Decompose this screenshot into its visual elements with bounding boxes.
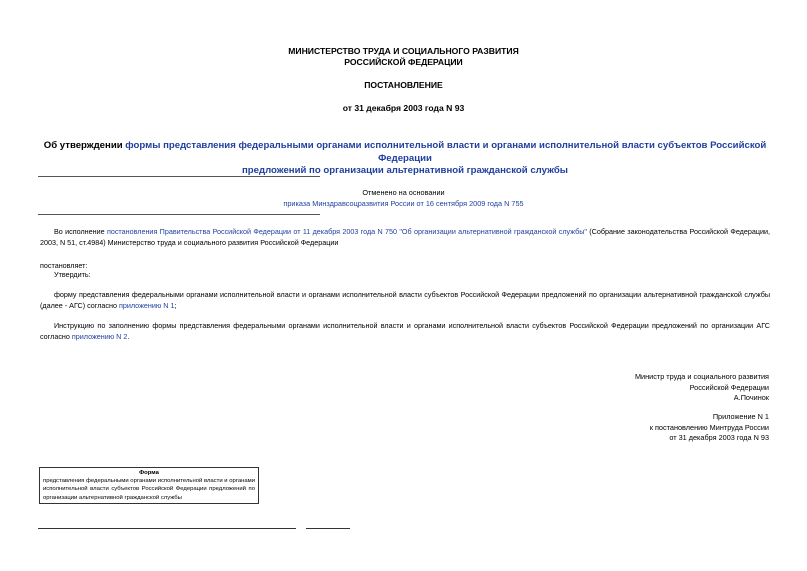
- form-box-title: Форма: [139, 470, 159, 476]
- item-2-text: Инструкцию по заполнению формы представления федеральными органами исполнительной власти и органами исполнительной власти субъектов Российской Федерации предложений по организации АГС согласно: [40, 321, 770, 341]
- document-type: ПОСТАНОВЛЕНИЕ: [364, 80, 443, 90]
- preamble-prefix: Во исполнение: [54, 227, 107, 236]
- appendix-2-link[interactable]: приложению N 2: [71, 332, 128, 341]
- ministry-name-line2: РОССИЙСКОЙ ФЕДЕРАЦИИ: [344, 57, 463, 67]
- appendix-header: [650, 412, 769, 444]
- cancel-note-label: Отменено на основании: [362, 188, 445, 197]
- appendix-number: Приложение N 1: [712, 412, 769, 421]
- item-1-text: форму представления федеральными органами исполнительной власти и органами исполнительной власти субъектов Российской Федерации предложений по организации альтернативной гражданской службы (далее - АГС) согласно: [40, 290, 770, 310]
- signature-country: Российской Федерации: [689, 382, 769, 392]
- appendix-1-link[interactable]: приложению N 1: [119, 301, 175, 310]
- signature-line-right: [306, 528, 350, 529]
- cancel-note-link[interactable]: приказа Минздравсоцразвития России от 16 сентября 2009 года N 755: [283, 199, 524, 208]
- signature-position: Министр труда и социального развития: [634, 372, 769, 381]
- signature-line-left: [38, 528, 296, 529]
- item-1-end: ;: [174, 301, 177, 310]
- title-link-line2[interactable]: предложений по организации альтернативной гражданской службы: [242, 165, 568, 176]
- title-prefix: Об утверждении: [43, 140, 126, 151]
- signature-block: [635, 372, 769, 404]
- document-date: от 31 декабря 2003 года N 93: [342, 103, 465, 113]
- decrees-text: постановляет:: [40, 261, 88, 270]
- approve-text: Утвердить:: [54, 270, 91, 279]
- appendix-reference: к постановлению Минтруда России: [649, 422, 769, 432]
- form-box-text: представления федеральными органами исполнительной власти и органами исполнительной власти субъектов Российской Федерации предложений по организации альтернативной гражданской службы: [43, 478, 255, 501]
- item-1-paragraph: [40, 289, 770, 311]
- preamble-suffix: (Собрание законодательства Российской Федерации, 2003, N 51, ст.4984) Министерство труда и социального развития Российской Федерации: [40, 227, 770, 247]
- divider-bottom: [38, 214, 320, 215]
- title-link-line1[interactable]: формы представления федеральными органами исполнительной власти и органами исполнительной власти субъектов Российской Федерации: [125, 140, 767, 164]
- item-2-paragraph: [40, 320, 770, 342]
- form-title-box: [39, 467, 259, 504]
- government-decree-link[interactable]: постановления Правительства Российской Федерации от 11 декабря 2003 года N 750 "Об организации альтернативной гражданской службы": [106, 227, 587, 236]
- ministry-name-line1: МИНИСТЕРСТВО ТРУДА И СОЦИАЛЬНОГО РАЗВИТИЯ: [288, 46, 519, 56]
- appendix-date: от 31 декабря 2003 года N 93: [669, 433, 769, 442]
- divider-top: [38, 176, 320, 177]
- item-2-end: .: [127, 332, 130, 341]
- preamble-paragraph: [40, 226, 770, 248]
- signature-name: А.Починок: [733, 393, 769, 402]
- document-title: [40, 140, 770, 178]
